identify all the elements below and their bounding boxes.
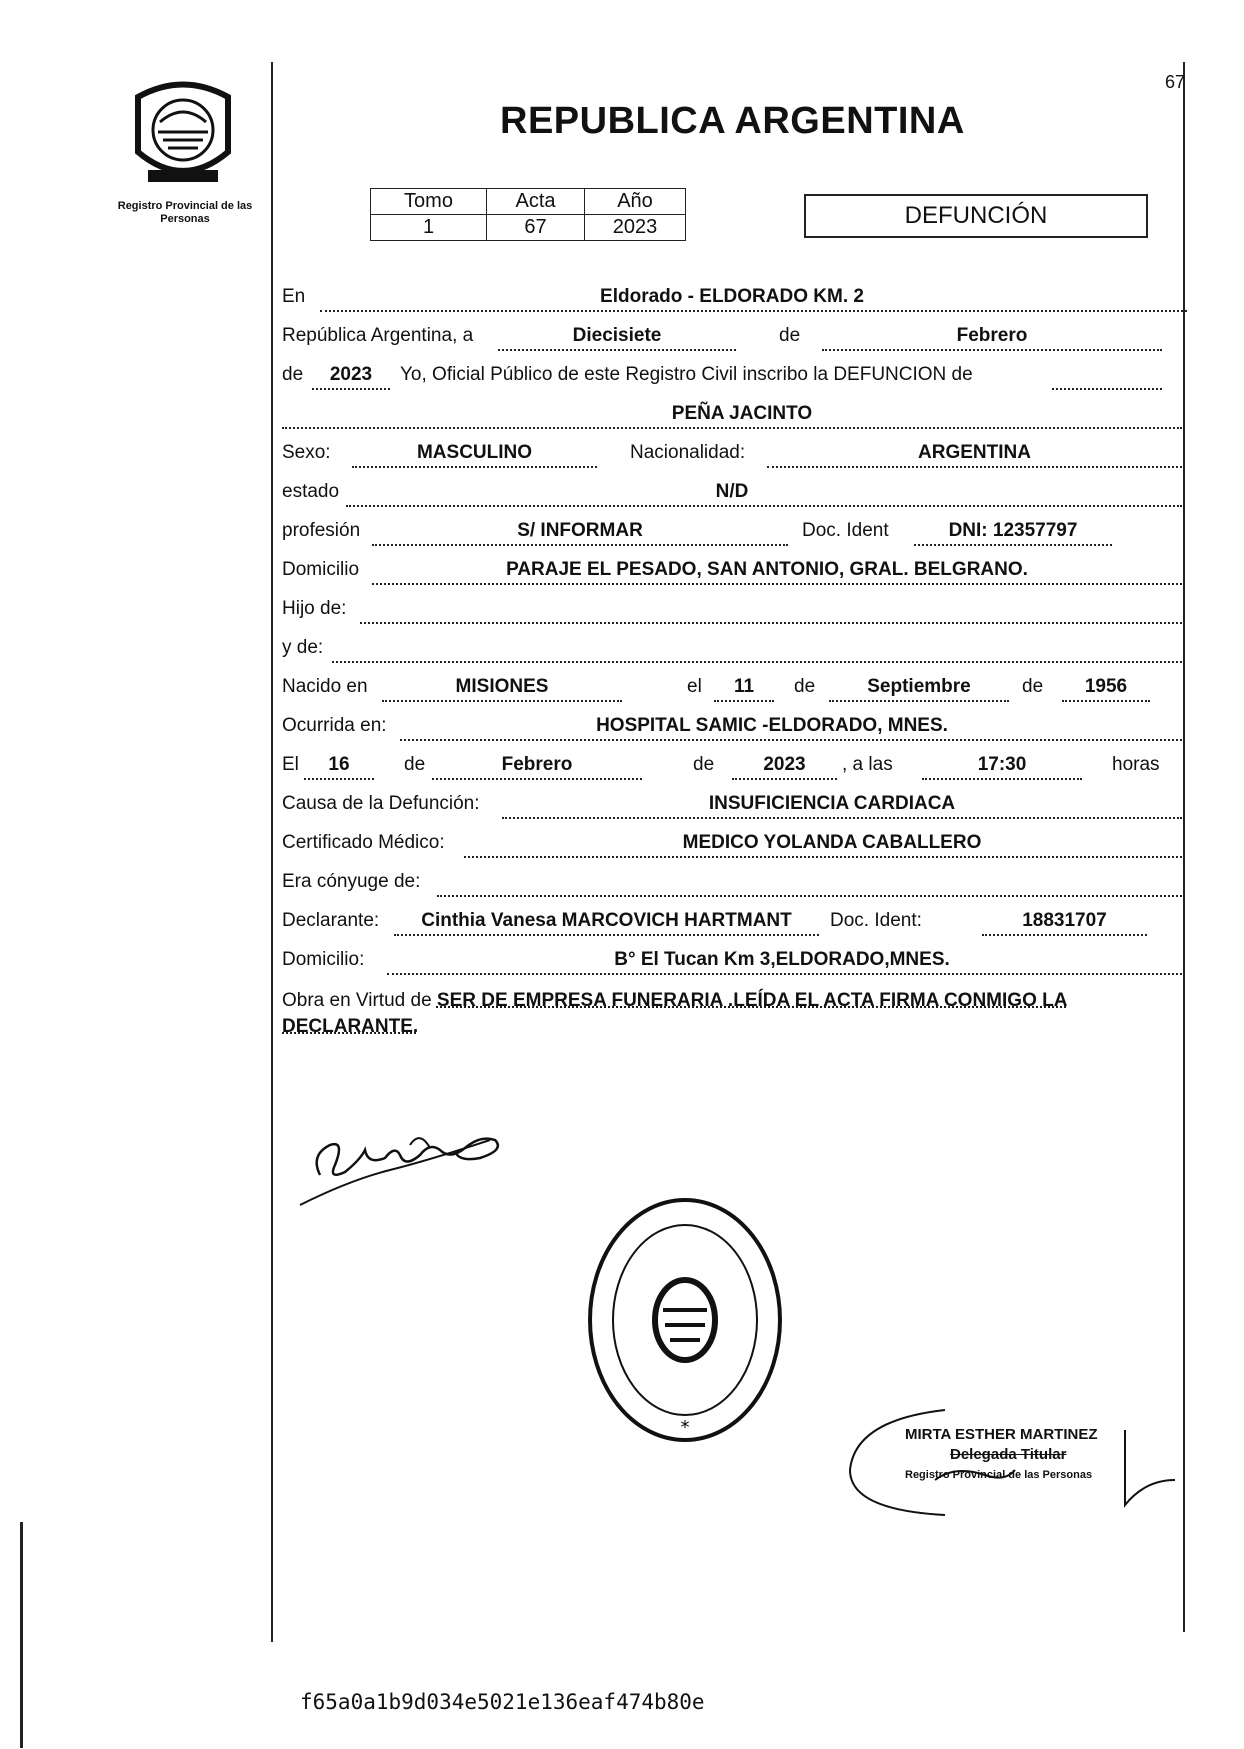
row-estado — [282, 479, 1187, 509]
registry-stamp — [585, 1195, 785, 1450]
label-hijo: Hijo de: — [282, 598, 347, 619]
row-death-date — [282, 752, 1187, 782]
row-domicilio — [282, 557, 1187, 587]
ocurrida-value: HOSPITAL SAMIC -ELDORADO, MNES. — [596, 715, 948, 736]
header-tomo: Tomo — [371, 189, 487, 215]
declarante-value: Cinthia Vanesa MARCOVICH HARTMANT — [421, 910, 792, 931]
index-table — [370, 188, 686, 241]
label-nacido: Nacido en — [282, 676, 368, 697]
label-nacionalidad: Nacionalidad: — [630, 442, 746, 463]
official-org: Registro Provincial de las Personas — [905, 1469, 1093, 1481]
domicilio-value: PARAJE EL PESADO, SAN ANTONIO, GRAL. BELGRANO. — [506, 559, 1028, 580]
label-El: El — [282, 754, 299, 775]
row-causa — [282, 791, 1187, 821]
birth-month: Septiembre — [867, 676, 971, 697]
decl-doc-value: 18831707 — [1022, 910, 1107, 931]
value-ano: 2023 — [585, 215, 686, 241]
causa-value: INSUFICIENCIA CARDIACA — [708, 793, 956, 814]
obra-value-2: DECLARANTE. — [282, 1016, 419, 1037]
label-en: En — [282, 286, 306, 307]
label-de-2: de — [282, 364, 304, 385]
label-el: el — [687, 676, 702, 697]
value-acta: 67 — [487, 215, 585, 241]
label-de-4: de — [1022, 676, 1044, 697]
label-alas: , a las — [842, 754, 893, 775]
row-en — [282, 284, 1187, 314]
label-certificado: Certificado Médico: — [282, 832, 445, 853]
svg-text:*: * — [680, 1417, 690, 1438]
death-month: Febrero — [501, 754, 573, 775]
left-margin-line — [271, 62, 273, 1642]
label-causa: Causa de la Defunción: — [282, 793, 480, 814]
label-ocurrida: Ocurrida en: — [282, 715, 387, 736]
label-de-6: de — [693, 754, 715, 775]
deceased-name: PEÑA JACINTO — [671, 403, 813, 424]
value-tomo: 1 — [371, 215, 487, 241]
row-hijo — [282, 596, 1187, 626]
day-word: Diecisiete — [572, 325, 662, 346]
certificado-value: MEDICO YOLANDA CABALLERO — [682, 832, 982, 853]
label-horas: horas — [1112, 754, 1160, 775]
row-statement — [282, 362, 1187, 392]
act-type-box: DEFUNCIÓN — [804, 194, 1148, 238]
row-declarante — [282, 908, 1187, 938]
label-republica: República Argentina, a — [282, 325, 474, 346]
label-de-5: de — [404, 754, 426, 775]
label-declarante: Declarante: — [282, 910, 380, 931]
label-conyuge: Era cónyuge de: — [282, 871, 421, 892]
official-name: MIRTA ESTHER MARTINEZ — [905, 1426, 1098, 1443]
death-time: 17:30 — [977, 754, 1027, 775]
label-domicilio: Domicilio — [282, 559, 360, 580]
registry-caption: Registro Provincial de las Personas — [117, 200, 253, 225]
label-yde: y de: — [282, 637, 324, 658]
year-value: 2023 — [329, 364, 373, 385]
row-date — [282, 323, 1187, 353]
place-value: Eldorado - ELDORADO KM. 2 — [600, 286, 864, 307]
official-role: Delegada Titular — [950, 1446, 1067, 1463]
header-acta: Acta — [487, 189, 585, 215]
death-year: 2023 — [763, 754, 806, 775]
row-ocurrida — [282, 713, 1187, 743]
label-decl-domicilio: Domicilio: — [282, 949, 365, 970]
official-stamp-text — [905, 1425, 1098, 1485]
label-sexo: Sexo: — [282, 442, 331, 463]
decl-domicilio-value: B° El Tucan Km 3,ELDORADO,MNES. — [614, 949, 950, 970]
doc-value: DNI: 12357797 — [948, 520, 1078, 541]
left-edge-line — [20, 1522, 23, 1748]
label-doc: Doc. Ident — [802, 520, 889, 541]
declarant-signature — [290, 1110, 520, 1225]
month-value: Febrero — [956, 325, 1028, 346]
province-logo — [128, 72, 238, 190]
page-number: 67 — [1165, 72, 1186, 92]
document-hash: f65a0a1b9d034e5021e136eaf474b80e — [300, 1690, 705, 1714]
row-profesion — [282, 518, 1187, 548]
sexo-value: MASCULINO — [416, 442, 533, 463]
estado-value: N/D — [715, 481, 749, 502]
row-nacido — [282, 674, 1187, 704]
label-profesion: profesión — [282, 520, 361, 541]
header-ano: Año — [585, 189, 686, 215]
label-de-3: de — [794, 676, 816, 697]
profesion-value: S/ INFORMAR — [517, 520, 643, 541]
death-day: 16 — [328, 754, 350, 775]
birth-day: 11 — [733, 676, 755, 697]
statement-text: Yo, Oficial Público de este Registro Civil inscribo la DEFUNCION de — [400, 364, 973, 385]
label-decl-doc: Doc. Ident: — [830, 910, 922, 931]
nacionalidad-value: ARGENTINA — [918, 442, 1031, 463]
row-obra — [282, 990, 1182, 1012]
row-decl-domicilio — [282, 947, 1187, 977]
label-estado: estado — [282, 481, 340, 502]
row-yde — [282, 635, 1187, 665]
obra-value-1: SER DE EMPRESA FUNERARIA .LEÍDA EL ACTA FIRMA CONMIGO LA — [436, 990, 1068, 1011]
document-title: REPUBLICA ARGENTINA — [500, 100, 965, 142]
row-sexo — [282, 440, 1187, 470]
row-certificado — [282, 830, 1187, 860]
row-deceased — [282, 401, 1187, 431]
row-conyuge — [282, 869, 1187, 899]
label-de: de — [779, 325, 801, 346]
nacido-value: MISIONES — [455, 676, 549, 697]
birth-year: 1956 — [1084, 676, 1128, 697]
label-obra: Obra en Virtud de — [282, 990, 432, 1011]
